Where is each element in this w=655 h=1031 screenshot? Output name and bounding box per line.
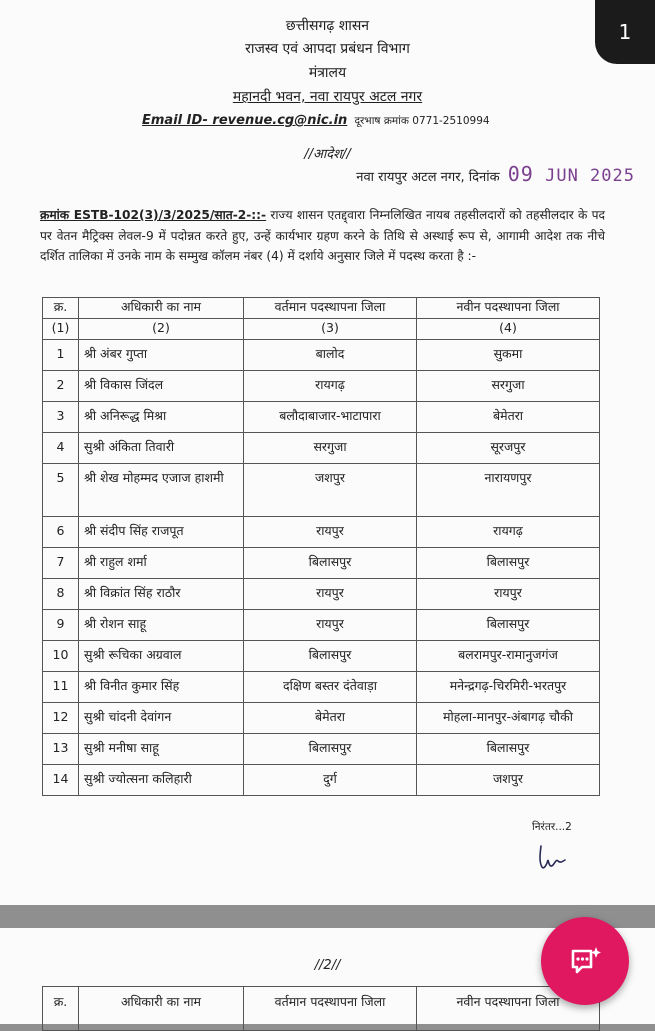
order-body	[40, 205, 605, 267]
cell-no: 4	[43, 433, 79, 464]
transfer-table	[42, 297, 600, 796]
cell-no: 1	[43, 340, 79, 371]
cell-new: रायपुर	[417, 579, 600, 610]
table-row	[43, 340, 600, 371]
table-row	[43, 548, 600, 579]
cell-name: श्री अंबर गुप्ता	[79, 340, 244, 371]
cell-current: सरगुजा	[244, 433, 417, 464]
date-stamp-month-year: JUN 2025	[545, 166, 635, 186]
cell-name: श्री विक्रांत सिंह राठौर	[79, 579, 244, 610]
cell-no: 5	[43, 464, 79, 517]
cell-new: बिलासपुर	[417, 610, 600, 641]
signature-mark	[535, 840, 571, 876]
table-colnum-3: (3)	[244, 319, 417, 340]
cell-new: मनेन्द्रगढ़-चिरमिरी-भरतपुर	[417, 672, 600, 703]
cell-current: बलौदाबाजार-भाटापारा	[244, 402, 417, 433]
cell-no: 7	[43, 548, 79, 579]
table-row	[43, 641, 600, 672]
order-heading: //आदेश//	[304, 147, 351, 162]
cell-current: जशपुर	[244, 464, 417, 517]
cell-no: 9	[43, 610, 79, 641]
page-counter-badge: 1	[595, 0, 655, 64]
table-header-no: क्र.	[43, 298, 79, 319]
cell-current: बिलासपुर	[244, 548, 417, 579]
cell-current: बिलासपुर	[244, 734, 417, 765]
dateline	[356, 162, 635, 186]
cell-new: बलरामपुर-रामानुजगंज	[417, 641, 600, 672]
cell-current: दुर्ग	[244, 765, 417, 796]
table-header-new: नवीन पदस्थापना जिला	[417, 298, 600, 319]
cell-current: रायपुर	[244, 579, 417, 610]
cell-no: 13	[43, 734, 79, 765]
header-ministry: मंत्रालय	[308, 65, 347, 81]
cell-new: बिलासपुर	[417, 548, 600, 579]
order-ref-no: क्रमांक ESTB-102(3)/3/2025/सात-2-::-	[40, 208, 267, 222]
table-colnum-4: (4)	[417, 319, 600, 340]
header-department: राजस्व एवं आपदा प्रबंधन विभाग	[245, 41, 410, 57]
cell-no: 14	[43, 765, 79, 796]
header-address: महानदी भवन, नवा रायपुर अटल नगर	[232, 89, 423, 105]
cell-no: 3	[43, 402, 79, 433]
cell-name: श्री रोशन साहू	[79, 610, 244, 641]
chat-sparkle-icon	[565, 941, 605, 981]
cell-current: रायपुर	[244, 610, 417, 641]
date-stamp	[507, 162, 635, 186]
cell-name: सुश्री मनीषा साहू	[79, 734, 244, 765]
table-row	[43, 402, 600, 433]
cell-name: सुश्री चांदनी देवांगन	[79, 703, 244, 734]
table-header-name: अधिकारी का नाम	[79, 298, 244, 319]
cell-new: मोहला-मानपुर-अंबागढ़ चौकी	[417, 703, 600, 734]
table-row	[43, 610, 600, 641]
table-row	[43, 371, 600, 402]
table-row	[43, 672, 600, 703]
date-stamp-day: 09	[507, 162, 534, 186]
page-number: //2//	[314, 958, 341, 973]
table-colnum-1: (1)	[43, 319, 79, 340]
table-row	[43, 433, 600, 464]
transfer-table-page-2	[42, 986, 600, 1031]
cell-new: सुकमा	[417, 340, 600, 371]
cell-new: सूरजपुर	[417, 433, 600, 464]
chat-assistant-button[interactable]	[541, 917, 629, 1005]
cell-name: सुश्री ज्योत्सना कलिहारी	[79, 765, 244, 796]
table-row	[43, 703, 600, 734]
table-row	[43, 734, 600, 765]
table-row	[43, 579, 600, 610]
table-row	[43, 464, 600, 517]
cell-name: श्री अनिरूद्ध मिश्रा	[79, 402, 244, 433]
table-header-current: वर्तमान पदस्थापना जिला	[244, 987, 417, 1031]
cell-name: श्री संदीप सिंह राजपूत	[79, 517, 244, 548]
cell-name: सुश्री अंकिता तिवारी	[79, 433, 244, 464]
cell-name: श्री शेख मोहम्मद एजाज हाशमी	[79, 464, 244, 517]
cell-no: 11	[43, 672, 79, 703]
cell-new: बिलासपुर	[417, 734, 600, 765]
continued-note: निरंतर...2	[532, 821, 572, 833]
table-colnum-2: (2)	[79, 319, 244, 340]
cell-no: 2	[43, 371, 79, 402]
header-contact	[142, 112, 490, 130]
table-row	[43, 765, 600, 796]
cell-no: 6	[43, 517, 79, 548]
cell-name: सुश्री रूचिका अग्रवाल	[79, 641, 244, 672]
cell-new: जशपुर	[417, 765, 600, 796]
cell-current: बेमेतरा	[244, 703, 417, 734]
cell-no: 8	[43, 579, 79, 610]
cell-new: बेमेतरा	[417, 402, 600, 433]
cell-no: 12	[43, 703, 79, 734]
table-header-no: क्र.	[43, 987, 79, 1031]
cell-new: सरगुजा	[417, 371, 600, 402]
cell-current: दक्षिण बस्तर दंतेवाड़ा	[244, 672, 417, 703]
order-text: राज्य शासन एतद्द्वारा निम्नलिखित नायब तहसीलदारों को तहसीलदार के पद पर वेतन मैट्रिक्स लेवल-9 में पदोन्नत करते हुए, उन्हें कार्यभार ग्रहण करने के तिथि से अस्थाई रूप से, आगामी आदेश तक नीचे दर्शित तालिका में उनके नाम के सम्मुख कॉलम नंबर (4) में दर्शाये अनुसार जिले में पदस्थ करता है :-	[40, 208, 606, 263]
table-header-name: अधिकारी का नाम	[79, 987, 244, 1031]
header-phone: दूरभाष क्रमांक 0771-2510994	[354, 115, 490, 127]
header-government: छत्तीसगढ़ शासन	[285, 18, 370, 34]
cell-name: श्री विकास जिंदल	[79, 371, 244, 402]
table-header-new: नवीन पदस्थापना जिला	[417, 987, 600, 1031]
dateline-place: नवा रायपुर अटल नगर, दिनांक	[356, 170, 500, 185]
cell-new: नारायणपुर	[417, 464, 600, 517]
table-row	[43, 517, 600, 548]
cell-current: बालोद	[244, 340, 417, 371]
cell-current: रायपुर	[244, 517, 417, 548]
cell-no: 10	[43, 641, 79, 672]
cell-new: रायगढ़	[417, 517, 600, 548]
table-header-current: वर्तमान पदस्थापना जिला	[244, 298, 417, 319]
header-email: Email ID- revenue.cg@nic.in	[142, 113, 348, 128]
cell-name: श्री विनीत कुमार सिंह	[79, 672, 244, 703]
cell-current: बिलासपुर	[244, 641, 417, 672]
cell-current: रायगढ़	[244, 371, 417, 402]
cell-name: श्री राहुल शर्मा	[79, 548, 244, 579]
